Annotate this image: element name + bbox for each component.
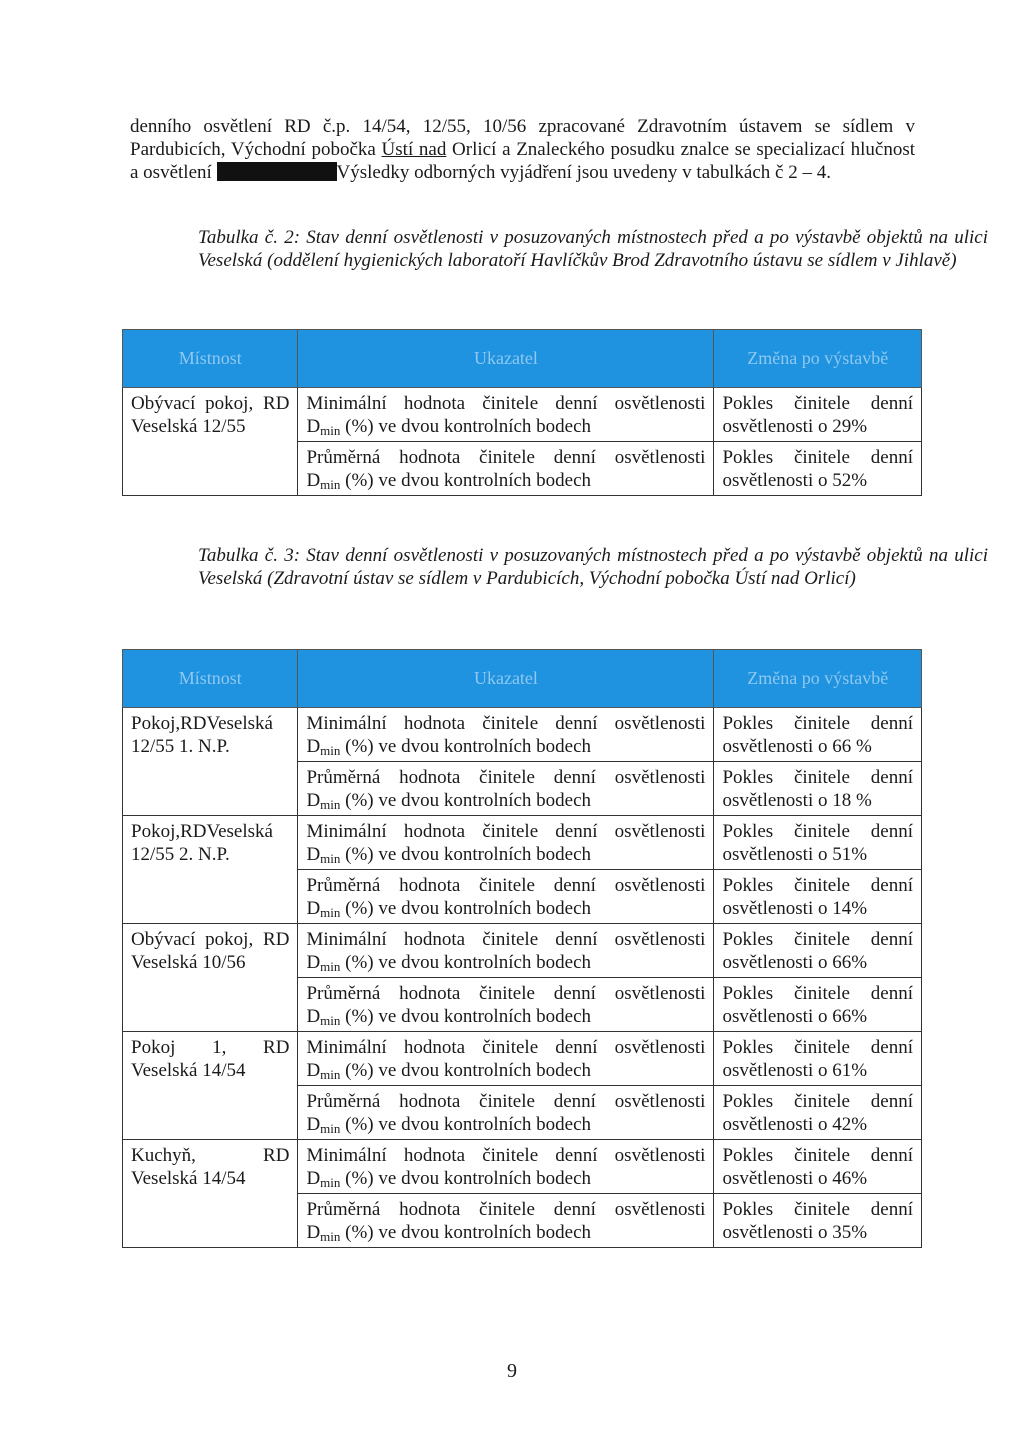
table2-header-row (123, 330, 922, 388)
d-symbol: D (306, 1168, 321, 1189)
change-value: osvětlenosti o 42% (722, 1114, 868, 1135)
d-subscript: min (320, 1013, 341, 1028)
change-value: osvětlenosti o 66 % (722, 736, 872, 757)
change-label: Pokles činitele denní (722, 393, 913, 414)
d-symbol: D (306, 1060, 321, 1081)
change-label: Pokles činitele denní (722, 1199, 913, 1220)
indicator-cell (298, 870, 714, 924)
indicator-suffix: (%) ve dvou kontrolních bodech (345, 952, 592, 973)
table-row (123, 708, 922, 762)
indicator-cell (298, 442, 714, 496)
indicator-line2 (306, 790, 591, 811)
change-label: Pokles činitele denní (722, 767, 913, 788)
table3-header-row (123, 650, 922, 708)
place-cell: Pokoj,RDVeselská 12/55 2. N.P. (123, 816, 298, 924)
indicator-cell (298, 388, 714, 442)
indicator-line2 (306, 736, 591, 757)
change-cell (714, 388, 922, 442)
indicator-line2 (306, 1168, 591, 1189)
indicator-label: Minimální hodnota činitele denní osvětlenosti (306, 713, 706, 734)
place-cell: Pokoj 1, RD Veselská 14/54 (123, 1032, 298, 1140)
indicator-line2 (306, 1114, 591, 1135)
indicator-line2 (306, 1222, 591, 1243)
change-label: Pokles činitele denní (722, 929, 913, 950)
change-label: Pokles činitele denní (722, 1037, 913, 1058)
change-value: osvětlenosti o 66% (722, 952, 868, 973)
table2 (122, 329, 922, 496)
change-label: Pokles činitele denní (722, 983, 913, 1004)
d-subscript: min (320, 797, 341, 812)
d-subscript: min (320, 477, 341, 492)
table3-header-change: Změna po výstavbě (714, 650, 922, 708)
d-symbol: D (306, 952, 321, 973)
d-subscript: min (320, 905, 341, 920)
d-symbol: D (306, 898, 321, 919)
d-symbol: D (306, 736, 321, 757)
place-cell: Kuchyň, RD Veselská 14/54 (123, 1140, 298, 1248)
indicator-cell (298, 762, 714, 816)
indicator-cell (298, 1086, 714, 1140)
intro-part2: Orlicí a Znaleckého posudku znalce se specializací hlučnost a osvětlení (130, 139, 916, 183)
table-row (123, 388, 922, 442)
indicator-cell (298, 924, 714, 978)
table2-header-place: Místnost (123, 330, 298, 388)
table3-header-place: Místnost (123, 650, 298, 708)
change-cell (714, 978, 922, 1032)
table-row (123, 1140, 922, 1194)
d-subscript: min (320, 423, 341, 438)
intro-part1: denního osvětlení RD č.p. 14/54, 12/55, 10/56 zpracované Zdravotním ústavem se sídlem v Pardubicích, Východní pobočka (130, 116, 915, 160)
indicator-label: Průměrná hodnota činitele denní osvětlenosti (306, 447, 706, 468)
change-value: osvětlenosti o 46% (722, 1168, 868, 1189)
change-cell (714, 816, 922, 870)
indicator-suffix: (%) ve dvou kontrolních bodech (345, 844, 592, 865)
table3-caption: Tabulka č. 3: Stav denní osvětlenosti v posuzovaných místnostech před a po výstavbě objektů na ulici Veselská (Zdravotní ústav se sídlem v Pardubicích, Východní pobočka Ústí nad Orlicí) (198, 545, 988, 589)
change-cell (714, 1032, 922, 1086)
table2-header-change: Změna po výstavbě (714, 330, 922, 388)
intro-part3: Výsledky odborných vyjádření jsou uvedeny v tabulkách č 2 – 4. (336, 162, 831, 183)
change-label: Pokles činitele denní (722, 821, 913, 842)
indicator-label: Průměrná hodnota činitele denní osvětlenosti (306, 1199, 706, 1220)
d-symbol: D (306, 1114, 321, 1135)
change-label: Pokles činitele denní (722, 875, 913, 896)
change-value: osvětlenosti o 51% (722, 844, 868, 865)
place-cell: Pokoj,RDVeselská 12/55 1. N.P. (123, 708, 298, 816)
place-cell: Obývací pokoj, RD Veselská 12/55 (123, 388, 298, 496)
indicator-line2 (306, 1006, 591, 1027)
indicator-suffix: (%) ve dvou kontrolních bodech (345, 1114, 592, 1135)
change-label: Pokles činitele denní (722, 447, 913, 468)
indicator-suffix: (%) ve dvou kontrolních bodech (345, 1006, 592, 1027)
indicator-suffix: (%) ve dvou kontrolních bodech (345, 790, 592, 811)
indicator-line2 (306, 844, 591, 865)
indicator-label: Minimální hodnota činitele denní osvětlenosti (306, 1037, 706, 1058)
change-cell (714, 870, 922, 924)
change-value: osvětlenosti o 14% (722, 898, 868, 919)
table3 (122, 649, 922, 1248)
intro-underlined: Ústí nad (381, 139, 447, 160)
d-symbol: D (306, 416, 321, 437)
d-subscript: min (320, 851, 341, 866)
change-cell (714, 442, 922, 496)
indicator-cell (298, 978, 714, 1032)
change-cell (714, 1086, 922, 1140)
indicator-suffix: (%) ve dvou kontrolních bodech (345, 1060, 592, 1081)
change-label: Pokles činitele denní (722, 1145, 913, 1166)
change-value: osvětlenosti o 66% (722, 1006, 868, 1027)
indicator-label: Průměrná hodnota činitele denní osvětlenosti (306, 767, 706, 788)
indicator-suffix: (%) ve dvou kontrolních bodech (345, 1222, 592, 1243)
indicator-label: Průměrná hodnota činitele denní osvětlenosti (306, 875, 706, 896)
table-row (123, 816, 922, 870)
d-symbol: D (306, 844, 321, 865)
table2-caption: Tabulka č. 2: Stav denní osvětlenosti v posuzovaných místnostech před a po výstavbě objektů na ulici Veselská (oddělení hygienických laboratoří Havlíčkův Brod Zdravotního ústavu se sídlem v Jihlavě) (198, 227, 988, 271)
change-cell (714, 1194, 922, 1248)
change-value: osvětlenosti o 61% (722, 1060, 868, 1081)
change-value: osvětlenosti o 29% (722, 416, 868, 437)
d-subscript: min (320, 1175, 341, 1190)
d-subscript: min (320, 743, 341, 758)
indicator-label: Minimální hodnota činitele denní osvětlenosti (306, 1145, 706, 1166)
redaction-bar (217, 162, 337, 181)
indicator-suffix: (%) ve dvou kontrolních bodech (345, 416, 592, 437)
change-value: osvětlenosti o 18 % (722, 790, 872, 811)
indicator-suffix: (%) ve dvou kontrolních bodech (345, 736, 592, 757)
indicator-line2 (306, 898, 591, 919)
indicator-cell (298, 708, 714, 762)
d-subscript: min (320, 1229, 341, 1244)
indicator-label: Minimální hodnota činitele denní osvětlenosti (306, 821, 706, 842)
table3-header-indicator: Ukazatel (298, 650, 714, 708)
indicator-label: Minimální hodnota činitele denní osvětlenosti (306, 929, 706, 950)
indicator-suffix: (%) ve dvou kontrolních bodech (345, 1168, 592, 1189)
indicator-suffix: (%) ve dvou kontrolních bodech (345, 898, 592, 919)
indicator-cell (298, 1194, 714, 1248)
indicator-line2 (306, 470, 591, 491)
change-cell (714, 1140, 922, 1194)
change-cell (714, 762, 922, 816)
table-row (123, 924, 922, 978)
indicator-cell (298, 816, 714, 870)
change-label: Pokles činitele denní (722, 713, 913, 734)
indicator-label: Průměrná hodnota činitele denní osvětlenosti (306, 1091, 706, 1112)
change-value: osvětlenosti o 35% (722, 1222, 868, 1243)
indicator-cell (298, 1140, 714, 1194)
change-cell (714, 924, 922, 978)
change-cell (714, 708, 922, 762)
d-symbol: D (306, 1222, 321, 1243)
d-subscript: min (320, 1121, 341, 1136)
table2-header-indicator: Ukazatel (298, 330, 714, 388)
d-subscript: min (320, 959, 341, 974)
indicator-line2 (306, 952, 591, 973)
indicator-label: Průměrná hodnota činitele denní osvětlenosti (306, 983, 706, 1004)
place-cell: Obývací pokoj, RD Veselská 10/56 (123, 924, 298, 1032)
d-symbol: D (306, 470, 321, 491)
indicator-suffix: (%) ve dvou kontrolních bodech (345, 470, 592, 491)
indicator-cell (298, 1032, 714, 1086)
indicator-line2 (306, 416, 591, 437)
intro-paragraph (130, 115, 915, 184)
d-subscript: min (320, 1067, 341, 1082)
table-row (123, 1032, 922, 1086)
indicator-label: Minimální hodnota činitele denní osvětlenosti (306, 393, 706, 414)
page-number: 9 (507, 1360, 517, 1382)
d-symbol: D (306, 790, 321, 811)
d-symbol: D (306, 1006, 321, 1027)
change-value: osvětlenosti o 52% (722, 470, 868, 491)
indicator-line2 (306, 1060, 591, 1081)
change-label: Pokles činitele denní (722, 1091, 913, 1112)
